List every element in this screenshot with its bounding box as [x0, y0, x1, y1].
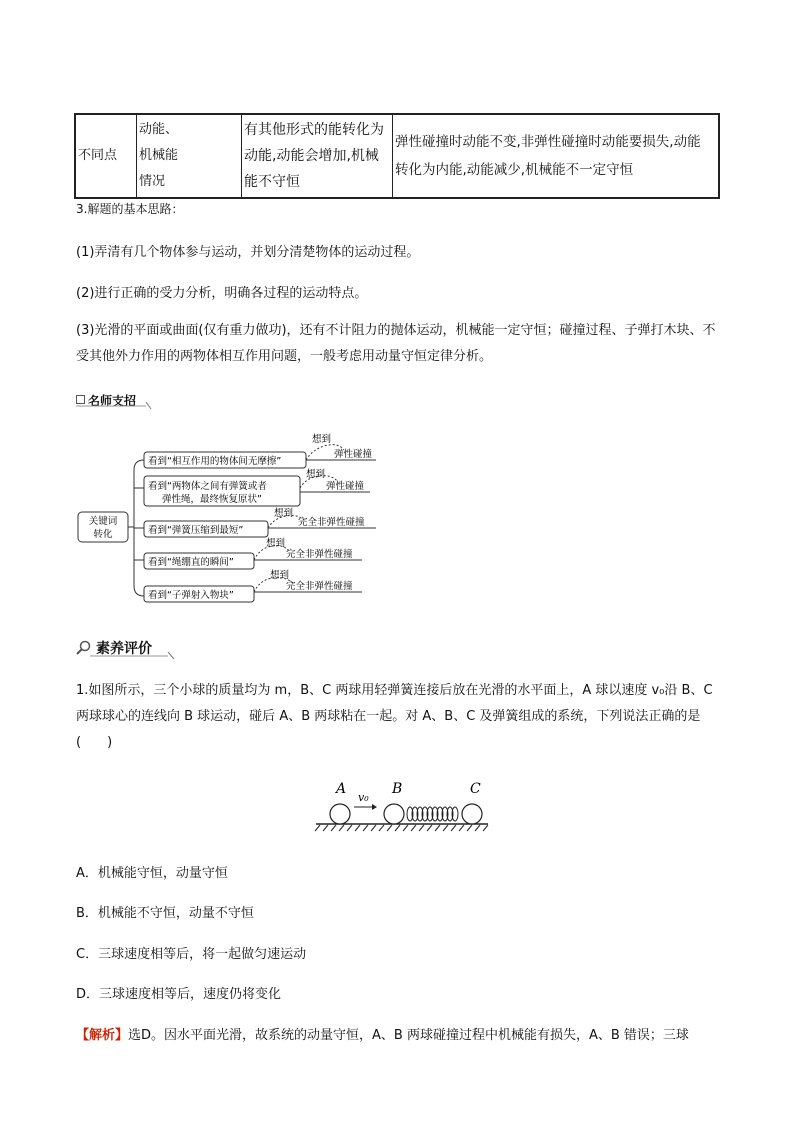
cell-line: 机械能	[139, 148, 179, 163]
comparison-table	[74, 113, 720, 199]
branch-see-text: 看到“相互作用的物体间无摩擦”	[148, 456, 282, 467]
cell-line: 情况	[139, 174, 166, 189]
analysis-text: 选D。因水平面光滑，故系统的动量守恒，A、B 两球碰撞过程中机械能有损失，A、B 错误；三球	[128, 1028, 689, 1043]
cell-line: 动能、	[139, 122, 179, 137]
branch-see-text: 弹性绳，最终恢复原状”	[162, 494, 262, 505]
option-a: A．机械能守恒，动量守恒	[76, 866, 228, 881]
branch-see-text: 看到“弹簧压缩到最短”	[148, 525, 244, 536]
option-c: C．三球速度相等后，将一起做匀速运动	[76, 947, 307, 962]
branch-think: 想到	[312, 434, 332, 445]
underline-decoration	[90, 652, 180, 660]
center-label-1: 关键词	[88, 516, 118, 527]
branch-see-text: 看到“两物体之间有弹簧或者	[148, 481, 267, 492]
branch-see-text: 看到“子弹射入物块”	[148, 590, 234, 601]
branch-result: 完全非弹性碰撞	[298, 517, 365, 528]
cell-line: 转化为内能,动能减少,机械能不一定守恒	[395, 162, 634, 178]
hint-title-text: 名师支招	[88, 394, 137, 408]
evaluation-title: 素养评价	[96, 641, 152, 657]
label-a: A	[336, 781, 347, 797]
ball-c	[462, 804, 482, 824]
cell-line: 有其他形式的能转化为	[244, 122, 384, 138]
table-cell-category	[137, 114, 242, 198]
underline-decoration	[76, 402, 156, 410]
center-label-2: 转化	[93, 529, 113, 540]
bracket-lines	[128, 460, 144, 596]
ball-a	[330, 804, 350, 824]
cell-line: 弹性碰撞时动能不变,非弹性碰撞时动能要损失,动能	[395, 134, 701, 150]
branch-think: 想到	[266, 538, 286, 549]
table-cell-other	[242, 114, 393, 198]
branch-think: 想到	[306, 469, 326, 480]
cell-line: 动能,动能会增加,机械	[244, 148, 379, 164]
option-d: D．三球速度相等后，速度仍将变化	[76, 987, 282, 1002]
branch-think: 想到	[270, 570, 290, 581]
label-c: C	[470, 781, 481, 797]
branch-result: 弹性碰撞	[334, 449, 373, 460]
analysis-label: 【解析】	[76, 1028, 129, 1043]
branch-result: 弹性碰撞	[326, 481, 365, 492]
balls-spring-figure	[312, 776, 492, 832]
velocity-label: v₀	[358, 791, 369, 804]
table-cell-label: 不同点	[75, 114, 137, 198]
keyword-mind-map	[76, 432, 406, 612]
table-cell-collision	[393, 114, 720, 198]
paragraph-2: (2)进行正确的受力分析，明确各过程的运动特点。	[76, 286, 368, 301]
ball-b	[384, 804, 404, 824]
label-b: B	[392, 781, 403, 797]
branch-think: 想到	[274, 508, 294, 519]
paragraph-1: (1)弄清有几个物体参与运动，并划分清楚物体的运动过程。	[76, 245, 420, 260]
question-text: 1.如图所示，三个小球的质量均为 m，B、C 两球用轻弹簧连接后放在光滑的水平面上，A 球以速度 v₀沿 B、C 两球球心的连线向 B 球运动，碰后 A、B 两球粘在一起。对 A、B、C 及弹簧组成的系统，下列说法正确的是( )	[76, 683, 713, 750]
branch-result: 完全非弹性碰撞	[286, 581, 353, 592]
spring	[407, 807, 458, 821]
option-b: B．机械能不守恒，动量不守恒	[76, 906, 254, 921]
branch-result: 完全非弹性碰撞	[286, 549, 353, 560]
branch-see-text: 看到“绳绷直的瞬间”	[148, 557, 234, 568]
paragraph-3: (3)光滑的平面或曲面(仅有重力做功)，还有不计阻力的抛体运动，机械能一定守恒；碰撞过程、子弹打木块、不受其他外力作用的两物体相互作用问题，一般考虑用动量守恒定律分析。	[76, 323, 716, 364]
table-row	[75, 114, 719, 198]
cell-line: 能不守恒	[244, 174, 300, 190]
section-title: 3.解题的基本思路：	[76, 202, 184, 216]
analysis-line	[76, 1024, 689, 1043]
